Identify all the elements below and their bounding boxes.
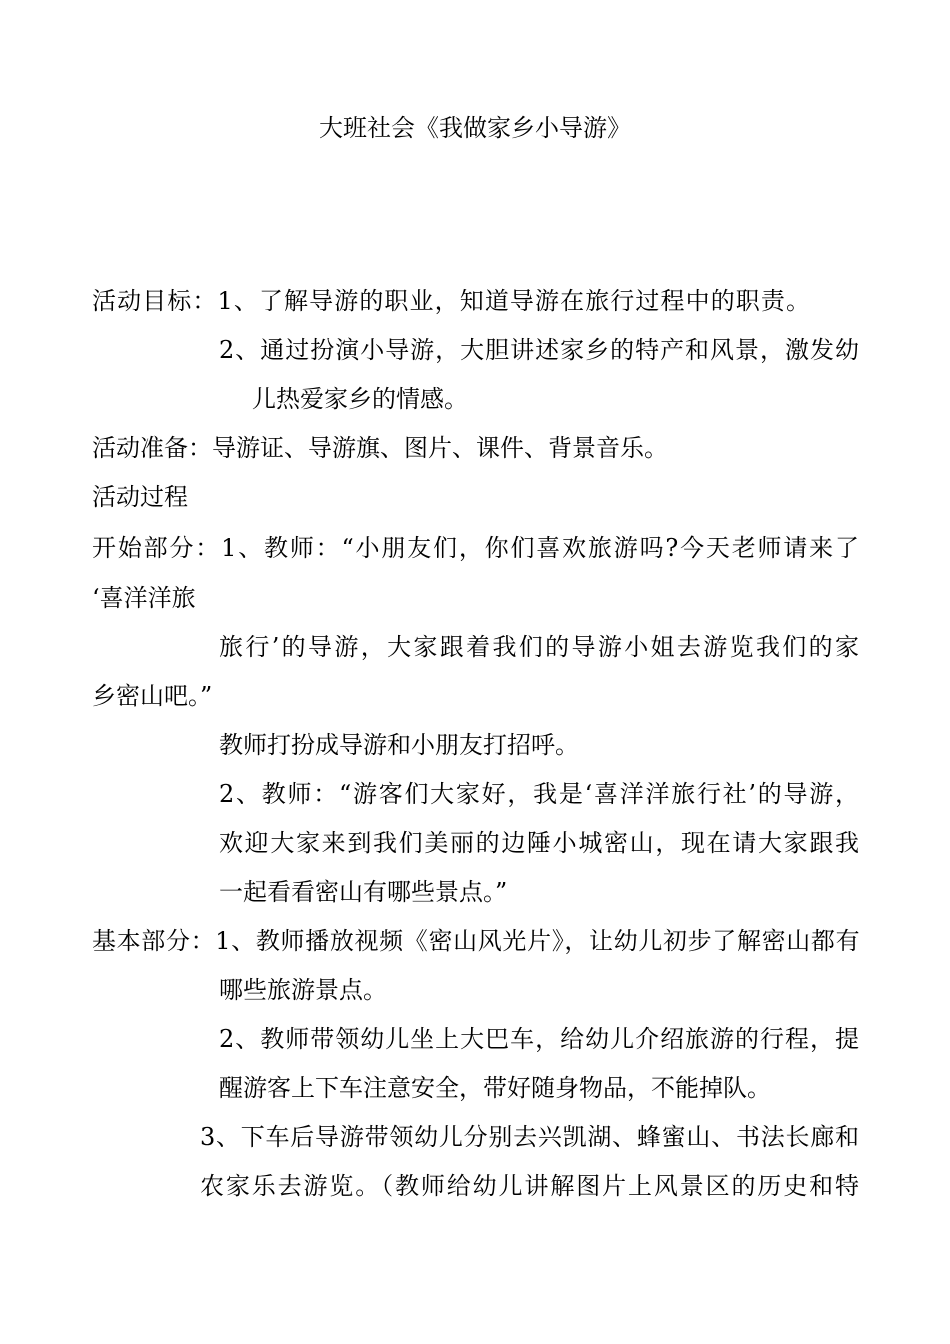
document-title: 大班社会《我做家乡小导游》 bbox=[319, 114, 631, 142]
basic-line-4: 醒游客上下车注意安全，带好随身物品，不能掉队。 bbox=[219, 1074, 771, 1102]
basic-line-5: 3、下车后导游带领幼儿分别去兴凯湖、蜂蜜山、书法长廊和 bbox=[200, 1123, 859, 1151]
basic-line-6: 农家乐去游览。（教师给幼儿讲解图片上风景区的历史和特 bbox=[200, 1172, 859, 1200]
goal-line-3: 儿热爱家乡的情感。 bbox=[252, 385, 468, 413]
opening-line-2: ‘喜洋洋旅 bbox=[92, 584, 196, 612]
preparation-line: 活动准备：导游证、导游旗、图片、课件、背景音乐。 bbox=[92, 434, 668, 462]
opening-line-7: 欢迎大家来到我们美丽的边陲小城密山，现在请大家跟我 bbox=[219, 829, 859, 857]
opening-line-8: 一起看看密山有哪些景点。” bbox=[219, 878, 508, 906]
goal-line-1: 活动目标：1、了解导游的职业，知道导游在旅行过程中的职责。 bbox=[92, 287, 810, 315]
opening-line-5: 教师打扮成导游和小朋友打招呼。 bbox=[219, 731, 579, 759]
process-heading: 活动过程 bbox=[92, 483, 188, 511]
opening-line-3: 旅行’的导游，大家跟着我们的导游小姐去游览我们的家 bbox=[219, 633, 859, 661]
basic-line-2: 哪些旅游景点。 bbox=[219, 976, 387, 1004]
basic-line-1: 基本部分：1、教师播放视频《密山风光片》，让幼儿初步了解密山都有 bbox=[92, 927, 859, 955]
goal-line-2: 2、通过扮演小导游，大胆讲述家乡的特产和风景，激发幼 bbox=[219, 336, 859, 364]
opening-line-1: 开始部分：1、教师：“小朋友们，你们喜欢旅游吗?今天老师请来了 bbox=[92, 534, 859, 562]
opening-line-6: 2、教师：“游客们大家好，我是‘喜洋洋旅行社’的导游， bbox=[219, 780, 859, 808]
opening-line-4: 乡密山吧。” bbox=[92, 682, 213, 710]
basic-line-3: 2、教师带领幼儿坐上大巴车，给幼儿介绍旅游的行程，提 bbox=[219, 1025, 859, 1053]
